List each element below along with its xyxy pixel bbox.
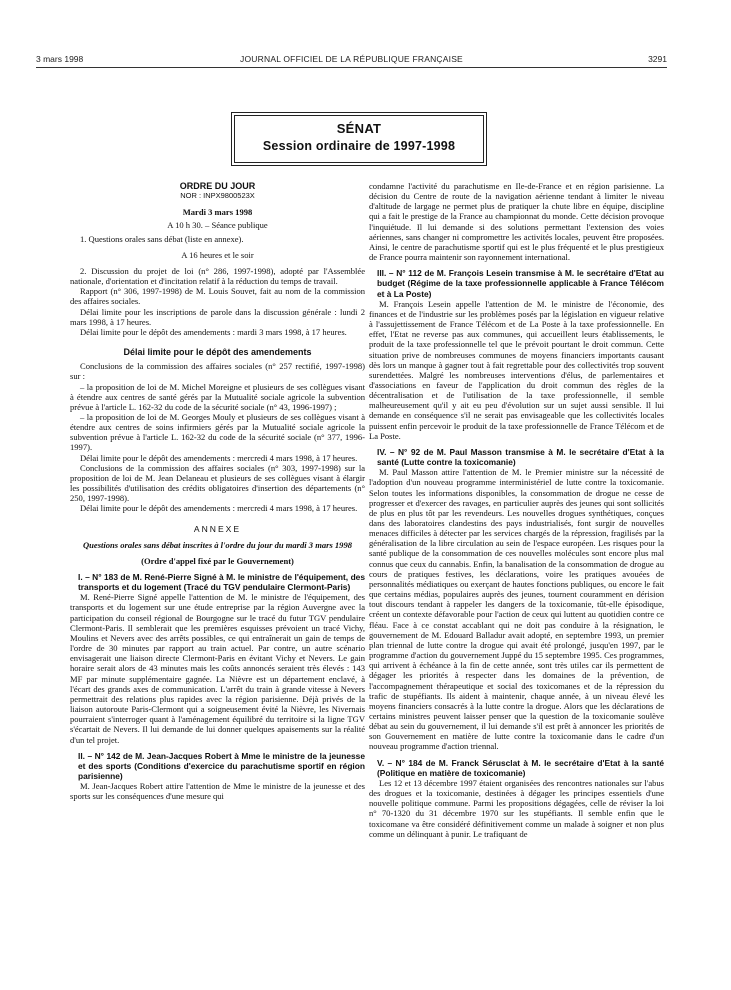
agenda-item-1: 1. Questions orales sans débat (liste en annexe). bbox=[80, 233, 244, 244]
oral-questions-title: Questions orales sans débat inscrites à l'ordre du jour du mardi 3 mars 1998 bbox=[82, 539, 353, 550]
question-5-body: Les 12 et 13 décembre 1997 étaient organisées des rencontres nationales sur l'abus des drogues et la toxicomanie, destinées à dégager les principes essentiels d'une nouvelle politique commune. Parmi les propositions dégagées, celle de réviser la loi n° 70-1320 du 31 décembre 1970 sur les stupéfiants. Il semble enfin que le toxicomane va être considéré définitivement comme un malade à soigner et non plus comme un délinquant à punir. Le trafiquant de bbox=[369, 777, 664, 839]
amendment-deadline-heading: Délai limite pour le dépôt des amendements bbox=[123, 347, 312, 358]
left-column bbox=[70, 181, 365, 981]
conclusions-1: Conclusions de la commission des affaires sociales (n° 257 rectifié, 1997-1998) sur : bbox=[70, 361, 365, 382]
annexe-heading: ANNEXE bbox=[193, 523, 242, 534]
question-1-heading: I. – N° 183 de M. René-Pierre Signé à M. le ministre de l'équipement, des transports et du logement (Tracé du TGV pendulaire Clermont-Paris) bbox=[78, 572, 365, 593]
question-3-body: M. François Lesein appelle l'attention de M. le ministre de l'économie, des finances et de l'industrie sur les problèmes posés par la législation en vigueur relative à l'assujettissement de France Télécom et de La Poste à la taxe professionnelle. En effet, l'Etat ne reverse pas aux communes, qui accueillent leurs établissements, le produit de la taxe professionnelle tel que le prévoit pourtant le droit commun. Cette situation prive de nombreuses communes de moyens financiers importants causant dès lors un manque à gagner tout à fait regrettable pour des collectivités trop souvent surendettées. Malgré les nombreuses interventions d'élus, de parlementaires et d'associations en faveur de l'application du droit commun des règles de la décentralisation et de l'utilisation de la taxe professionnelle, il semble malheureusement qu'il y ait eu peu d'évolution sur un sujet aussi sensible. Il lui demande en conséquence s'il ne serait pas envisageable que les collectivités locales puissent enfin percevoir le produit de la taxe professionnelle de France Télécom et de La Poste. bbox=[369, 298, 664, 441]
question-5-heading: V. – N° 184 de M. Franck Sérusclat à M. le secrétaire d'Etat à la santé (Politique en matière de toxicomanie) bbox=[377, 757, 664, 778]
question-2-heading: II. – N° 142 de M. Jean-Jacques Robert à Mme le ministre de la jeunesse et des sports (Conditions d'exercice du parachutisme sportif en région parisienne) bbox=[78, 750, 365, 781]
question-1-body: M. René-Pierre Signé appelle l'attention de M. le ministre de l'équipement, des transports et du logement sur une étude entreprise par la région Auvergne avec la participation du conseil régional de Bourgogne sur le tracé du futur TGV pendulaire Clermont-Paris. Il semblerait que les premières esquisses prévoient un tracé Vichy, Moulins et Nevers avec des arrêts possibles, ce qui entraînerait un gain de temps de l'ordre de 30 minutes par rapport au train actuel. Par contre, un autre scénario envisagerait une liaison directe Clermont-Paris en évitant Vichy et Nevers. Le gain horaire serait alors de 43 minutes mais les coûts annoncés seraient très élevés : 143 MF par minute supplémentaire gagnée. La Nièvre est un département enclavé, à l'écart des grands axes de communication. L'arrêt du train à grande vitesse à Nevers permettrait des relations plus rapides avec la région parisienne. Déjà privés de la liaison autoroute Paris-Clermont qui a soigneusement évité la Nièvre, les Nivernais pourraient s'interroger quant à l'aménagement équilibré du territoire si la ligne TGV s'écartait de Nevers. Il lui demande de lui donner quelques apaisements sur la réalité d'un tel projet. bbox=[70, 592, 365, 745]
right-column bbox=[369, 181, 664, 981]
order-of-day-title: ORDRE DU JOUR bbox=[179, 181, 256, 191]
session-afternoon: A 16 heures et le soir bbox=[181, 249, 254, 260]
amendment-deadline-3: Délai limite pour le dépôt des amendements : mercredi 4 mars 1998, à 17 heures. bbox=[80, 503, 358, 514]
amendment-deadline-2: Délai limite pour le dépôt des amendements : mercredi 4 mars 1998, à 17 heures. bbox=[80, 452, 358, 463]
senat-title: SÉNAT bbox=[336, 121, 382, 136]
agenda-item-2: 2. Discussion du projet de loi (n° 286, 1997-1998), adopté par l'Assemblée nationale, d'orientation et d'incitation relatif à la réduction du temps de travail. bbox=[70, 265, 365, 287]
question-4-body: M. Paul Masson attire l'attention de M. le Premier ministre sur la nécessité de l'adoption d'un nouveau programme interministériel de lutte contre la toxicomanie. Selon toutes les informations disponibles, la consommation de drogue ne cesse de progresser et d'exercer des ravages, en particulier auprès des jeunes qui sont sollicités de plus en plus tôt par les revendeurs. Les nouvelles drogues synthétiques, conçues dans des laboratoires clandestins des pays industrialisés, font surgir de nouvelles menaces difficiles à détecter par les services chargés de la répression, fragilisés par la généralisation de la libre circulation au sein de l'espace européen. Les risques pour la santé publique de la consommation de ces nouvelles molécules sont encore plus mal connus que ceux du cannabis. Enfin, la banalisation de la consommation de drogue au cours de pratiques festives, les déclarations, voire les pratiques avouées de personnalités médiatiques ou exerçant de hautes fonctions publiques, ou encore le fait que certains médias, populaires auprès des jeunes, tournent couramment en dérision tout discours tendant à rappeler les dangers de la toxicomanie, tût-elle épisodique, créent un contexte défavorable pour l'action de ceux qui luttent au quotidien contre ce fléau. Face à ce constat accablant qui ne doit pas conduire à la résignation, le gouvernement de M. Edouard Balladur avait adopté, en septembre 1993, un premier plan triennal de lutte contre la drogue qui avait été prolongé, jusqu'en 1997, par le programme d'action du gouvernement Juppé du 15 septembre 1995. Ces programmes, qui arrivent à échéance à la fin de cette année, sont très utiles car ils permettent de dégager les priorités à respecter dans les domaines de la prévention, de l'accompagnement thérapeutique et social des toxicomanes et de la répression du trafic de stupéfiants. Ils aident à maintenir, chaque année, à un niveau élevé les moyens financiers consacrés à la lutte contre la drogue. Alors que les déclarations de certains ministres peuvent laisser penser que la question de la toxicomanie soulève débat au sein du gouvernement, il lui demande s'il est prêt à annoncer les priorités de son Gouvernement en matière de lutte contre la toxicomanie dans le cadre d'un nouveau programme d'action triennal. bbox=[369, 467, 664, 752]
session-morning: A 10 h 30. – Séance publique bbox=[167, 220, 268, 231]
running-header bbox=[36, 54, 667, 68]
sitting-date: Mardi 3 mars 1998 bbox=[182, 207, 253, 218]
conclusions-2: Conclusions de la commission des affaires sociales (n° 303, 1997-1998) sur la proposition de loi de M. Jean Delaneau et plusieurs de ses collègues visant à élargir les possibilités d'utilisation des crédits obligatoires d'insertion des départements (n° 250, 1997-1998). bbox=[70, 462, 365, 504]
header-rule bbox=[36, 67, 667, 68]
header-journal-title: JOURNAL OFFICIEL DE LA RÉPUBLIQUE FRANÇAISE bbox=[240, 54, 463, 64]
header-page-number: 3291 bbox=[648, 54, 667, 64]
call-order-note: (Ordre d'appel fixé par le Gouvernement) bbox=[141, 555, 294, 566]
question-2-continued: condamne l'activité du parachutisme en Ile-de-France et en région parisienne. La décision du Centre de route de la navigation aérienne tendant à limiter le niveau d'altitude de largage ne permet plus de pratiquer la chute libre en équipe, discipline qui a fait le prestige de la France au championnat du monde. Cette décision provoque l'inquiétude. Il lui demande si des solutions permettant l'extension des voies aériennes, sans changer ni compromettre les activités locales, peuvent être proposées. Ainsi, le centre de parachutisme sportif qui est le plus fréquenté et le plus prestigieux de France pourra maintenir son rayonnement international. bbox=[369, 181, 664, 263]
question-2-body: M. Jean-Jacques Robert attire l'attention de Mme le ministre de la jeunesse et des sports sur les conséquences d'une mesure qui bbox=[70, 781, 365, 802]
question-4-heading: IV. – N° 92 de M. Paul Masson transmise à M. le secrétaire d'Etat à la santé (Lutte contre la toxicomanie) bbox=[377, 446, 664, 468]
speaking-deadline: Délai limite pour les inscriptions de parole dans la discussion générale : lundi 2 mars 1998, à 17 heures. bbox=[70, 306, 365, 327]
senat-title-box bbox=[234, 115, 484, 163]
proposal-mouly: – la proposition de loi de M. Georges Mouly et plusieurs de ses collègues visant à étendre aux centres de soins infirmiers gérés par la Mutualité sociale agricole la subvention prévue à l'article L. 162-32 du code de la sécurité sociale (n° 377, 1996-1997). bbox=[70, 411, 365, 453]
nor-reference: NOR : INPX9800523X bbox=[180, 191, 255, 201]
question-3-heading: III. – N° 112 de M. François Lesein transmise à M. le secrétaire d'Etat au budget (Régime de la taxe professionnelle applicable à France Télécom et à La Poste) bbox=[377, 268, 664, 299]
amendment-deadline-1: Délai limite pour le dépôt des amendements : mardi 3 mars 1998, à 17 heures. bbox=[80, 326, 347, 337]
rapport-text: Rapport (n° 306, 1997-1998) de M. Louis Souvet, fait au nom de la commission des affaires sociales. bbox=[70, 286, 365, 307]
session-title: Session ordinaire de 1997-1998 bbox=[262, 139, 456, 153]
proposal-moreigne: – la proposition de loi de M. Michel Moreigne et plusieurs de ses collègues visant à étendre aux centres de santé gérés par la Mutualité sociale agricole la subvention prévue à l'article L. 162-32 du code de la sécurité sociale (n° 43, 1996-1997) ; bbox=[70, 381, 365, 412]
header-date: 3 mars 1998 bbox=[36, 54, 84, 64]
